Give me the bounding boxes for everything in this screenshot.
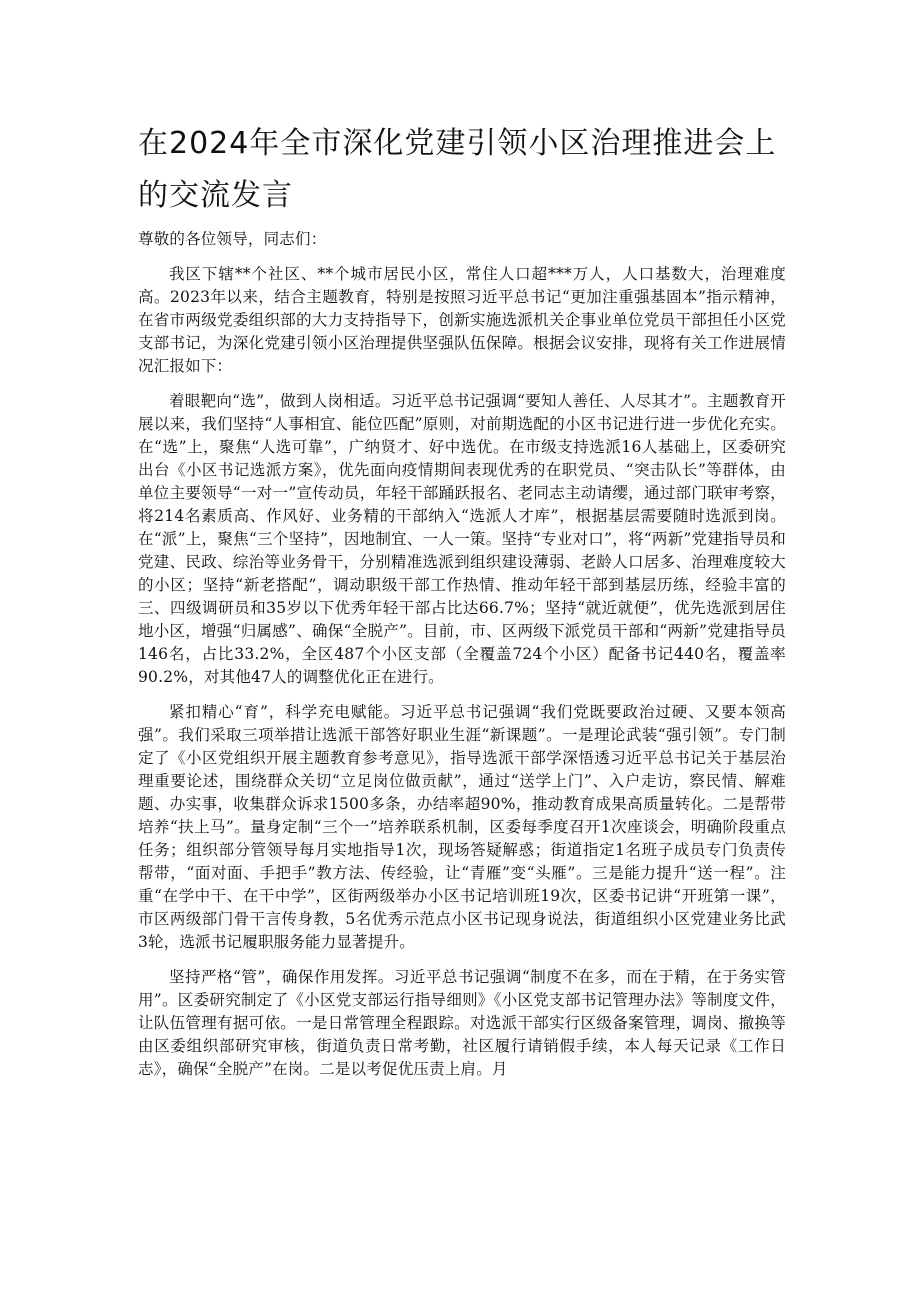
salutation: 尊敬的各位领导，同志们：	[138, 230, 327, 248]
paragraph-select: 着眼靶向“选”，做到人岗相适。习近平总书记强调“要知人善任、人尽其才”。主题教育开展以来，我们坚持“人事相宜、能位匹配”原则，对前期选配的小区书记进行进一步优化充实。在“选”上，聚焦“人选可靠”，广纳贤才、好中选优。在市级支持选派16人基础上，区委研究出台《小区书记选派方案》，优先面向疫情期间表现优秀的在职党员、“突击队长”等群体，由单位主要领导“一对一”宣传动员，年轻干部踊跃报名、老同志主动请缨，通过部门联审考察，将214名素质高、作风好、业务精的干部纳入“选派人才库”，根据基层需要随时选派到岗。在“派”上，聚焦“三个坚持”，因地制宜、一人一策。坚持“专业对口”，将“两新”党建指导员和党建、民政、综治等业务骨干，分别精准选派到组织建设薄弱、老龄人口居多、治理难度较大的小区；坚持“新老搭配”，调动职级干部工作热情、推动年轻干部到基层历练，经验丰富的三、四级调研员和35岁以下优秀年轻干部占比达66.7%；坚持“就近就便”，优先选派到居住地小区，增强“归属感”、确保“全脱产”。目前，市、区两级下派党员干部和“两新”党建指导员146名，占比33.2%，全区487个小区支部（全覆盖724个小区）配备书记440名，覆盖率90.2%，对其他47人的调整优化正在进行。	[138, 392, 786, 686]
document-body	[138, 228, 786, 1093]
paragraph-manage: 坚持严格“管”，确保作用发挥。习近平总书记强调“制度不在多，而在于精，在于务实管用”。区委研究制定了《小区党支部运行指导细则》《小区党支部书记管理办法》等制度文件，让队伍管理有据可依。一是日常管理全程跟踪。对选派干部实行区级备案管理，调岗、撤换等由区委组织部研究审核，街道负责日常考勤，社区履行请销假手续，本人每天记录《工作日志》，确保“全脱产”在岗。二是以考促优压责上肩。月	[138, 968, 786, 1078]
document-title: 在2024年全市深化党建引领小区治理推进会上的交流发言	[138, 126, 777, 213]
paragraph-train: 紧扣精心“育”，科学充电赋能。习近平总书记强调“我们党既要政治过硬、又要本领高强”。我们采取三项举措让选派干部答好职业生涯“新课题”。一是理论武装“强引领”。专门制定了《小区党组织开展主题教育参考意见》，指导选派干部学深悟透习近平总书记关于基层治理重要论述，围绕群众关切“立足岗位做贡献”，通过“送学上门”、入户走访，察民情、解难题、办实事，收集群众诉求1500多条，办结率超90%，推动教育成果高质量转化。二是帮带培养“扶上马”。量身定制“三个一”培养联系机制，区委每季度召开1次座谈会，明确阶段重点任务；组织部分管领导每月实地指导1次，现场答疑解惑；街道指定1名班子成员专门负责传帮带，“面对面、手把手”教方法、传经验，让“青雁”变“头雁”。三是能力提升“送一程”。注重“在学中干、在干中学”，区街两级举办小区书记培训班19次，区委书记讲“开班第一课”，市区两级部门骨干言传身教，5名优秀示范点小区书记现身说法，街道组织小区党建业务比武3轮，选派书记履职服务能力显著提升。	[138, 703, 786, 951]
paragraph-intro: 我区下辖**个社区、**个城市居民小区，常住人口超***万人，人口基数大，治理难度高。2023年以来，结合主题教育，特别是按照习近平总书记“更加注重强基固本”指示精神，在省市两级党委组织部的大力支持指导下，创新实施选派机关企事业单位党员干部担任小区党支部书记，为深化党建引领小区治理提供坚强队伍保障。根据会议安排，现将有关工作进展情况汇报如下：	[138, 265, 786, 375]
